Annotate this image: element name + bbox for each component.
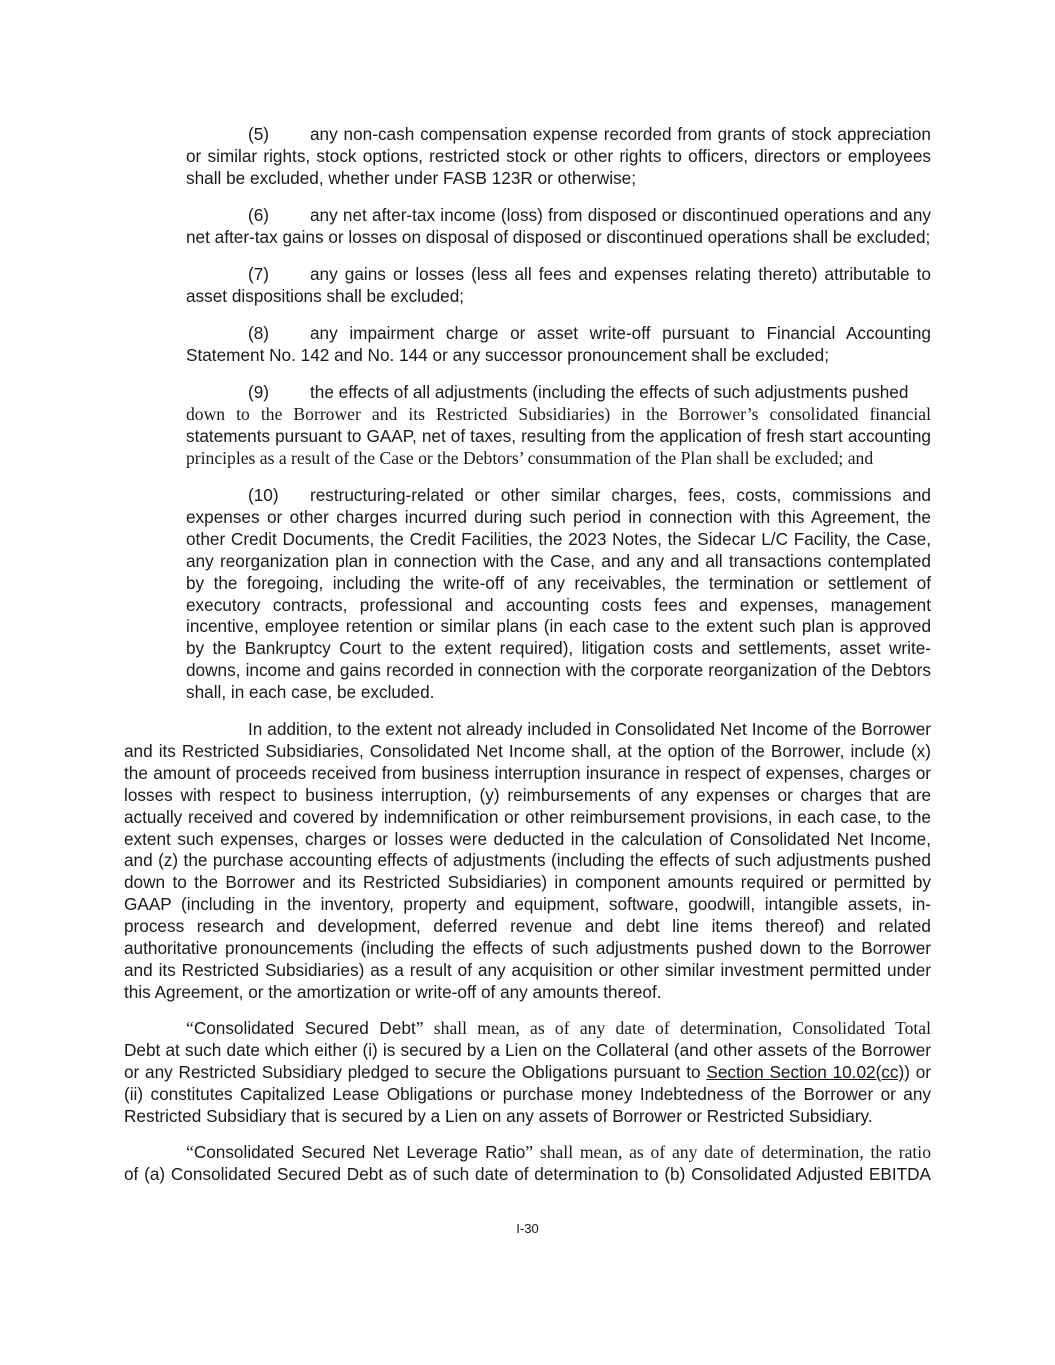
list-item-9	[186, 382, 931, 470]
item-text: statements pursuant to GAAP, net of taxes, resulting from the application of fresh start accounting	[186, 425, 931, 446]
close-quote: ”	[415, 1018, 424, 1038]
in-addition-paragraph	[124, 719, 931, 1004]
list-item-5	[186, 124, 931, 190]
definition-text: of (a) Consolidated Secured Debt as of such date of determination to (b) Consolidated Adjusted EBITDA	[124, 1163, 931, 1184]
defined-term: Consolidated Secured Debt	[193, 1018, 416, 1038]
item-number: (5)	[248, 124, 270, 144]
open-quote: “	[186, 1142, 194, 1162]
defined-term: Consolidated Secured Net Leverage Ratio	[193, 1142, 526, 1162]
item-text: the effects of all adjustments (including the effects of such adjustments pushed	[310, 382, 909, 402]
item-number: (8)	[248, 323, 270, 343]
item-number: (9)	[248, 382, 270, 402]
definition-text: shall mean, as of any date of determination, the ratio	[533, 1142, 931, 1162]
close-quote: ”	[525, 1142, 534, 1162]
definition-text: ) or (ii) constitutes Capitalized Lease Obligations or purchase money Indebtedness of the Borrower or any Restricted Subsidiary that is secured by a Lien on any assets of Borrower or Restricted Subsidiary.	[124, 1061, 932, 1126]
item-text: any net after-tax income (loss) from disposed or discontinued operations and any net after-tax gains or losses on disposal of disposed or discontinued operations shall be excluded;	[186, 205, 931, 247]
open-quote: “	[186, 1018, 194, 1038]
list-item-6	[186, 205, 931, 249]
paragraph-text: In addition, to the extent not already included in Consolidated Net Income of the Borrower and its Restricted Subsidiaries, Consolidated Net Income shall, at the option of the Borrower, include (x) the amount of proceeds received from business interruption insurance in respect of expenses, charges or losses with respect to business interruption, (y) reimbursements of any expenses or charges that are actually received and covered by indemnification or other reimbursement provisions, in each case, to the extent such expenses, charges or losses were deducted in the calculation of Consolidated Net Income, and (z) the purchase accounting effects of adjustments (including the effects of such adjustments pushed down to the Borrower and its Restricted Subsidiaries) in component amounts required or permitted by GAAP (including in the inventory, property and equipment, software, goodwill, intangible assets, in-process research and development, deferred revenue and debt line items thereof) and related authoritative pronouncements (including the effects of such adjustments pushed down to the Borrower and its Restricted Subsidiaries) as a result of any acquisition or other similar investment permitted under this Agreement, or the amortization or write-off of any amounts thereof.	[124, 719, 931, 1002]
item-number: (7)	[248, 264, 270, 284]
item-text: down to the Borrower and its Restricted Subsidiaries) in the Borrower’s consolidated financial	[186, 403, 931, 424]
item-text: restructuring-related or other similar charges, fees, costs, commissions and expenses or other charges incurred during such period in connection with this Agreement, the other Credit Documents, the Credit Facilities, the 2023 Notes, the Sidecar L/C Facility, the Case, any reorganization plan in connection with the Case, and any and all transactions contemplated by the foregoing, including the write-off of any receivables, the termination or settlement of executory contracts, professional and accounting costs fees and expenses, management incentive, employee retention or similar plans (in each case to the extent such plan is approved by the Bankruptcy Court to the extent required), litigation costs and settlements, asset write-downs, income and gains recorded in connection with the corporate reorganization of the Debtors shall, in each case, be excluded.	[186, 485, 931, 703]
item-text: any non-cash compensation expense recorded from grants of stock appreciation or similar rights, stock options, restricted stock or other rights to officers, directors or employees shall be excluded, whether under FASB 123R or otherwise;	[186, 124, 931, 188]
item-number: (10)	[248, 485, 279, 505]
definition-text: shall mean, as of any date of determination, Consolidated Total	[423, 1018, 931, 1038]
item-number: (6)	[248, 205, 270, 225]
list-item-10	[186, 485, 931, 704]
item-text: principles as a result of the Case or the Debtors’ consummation of the Plan shall be excluded; and	[186, 447, 874, 468]
definition-consolidated-secured-net-leverage-ratio	[124, 1142, 931, 1186]
section-reference-link[interactable]: Section Section 10.02(cc)	[706, 1061, 905, 1082]
page-number: I-30	[516, 1221, 539, 1236]
item-text: any impairment charge or asset write-off pursuant to Financial Accounting Statement No. 142 and No. 144 or any successor pronouncement shall be excluded;	[186, 323, 931, 365]
item-text: any gains or losses (less all fees and expenses relating thereto) attributable to asset dispositions shall be excluded;	[186, 264, 931, 306]
list-item-7	[186, 264, 931, 308]
list-item-8	[186, 323, 931, 367]
definition-text: Debt at such date which either (i) is secured by a Lien on the Collateral (and other assets of the Borrower or any Restricted Subsidiary pledged to secure the Obligations pursuant to	[124, 1039, 931, 1082]
definition-consolidated-secured-debt	[124, 1018, 931, 1128]
